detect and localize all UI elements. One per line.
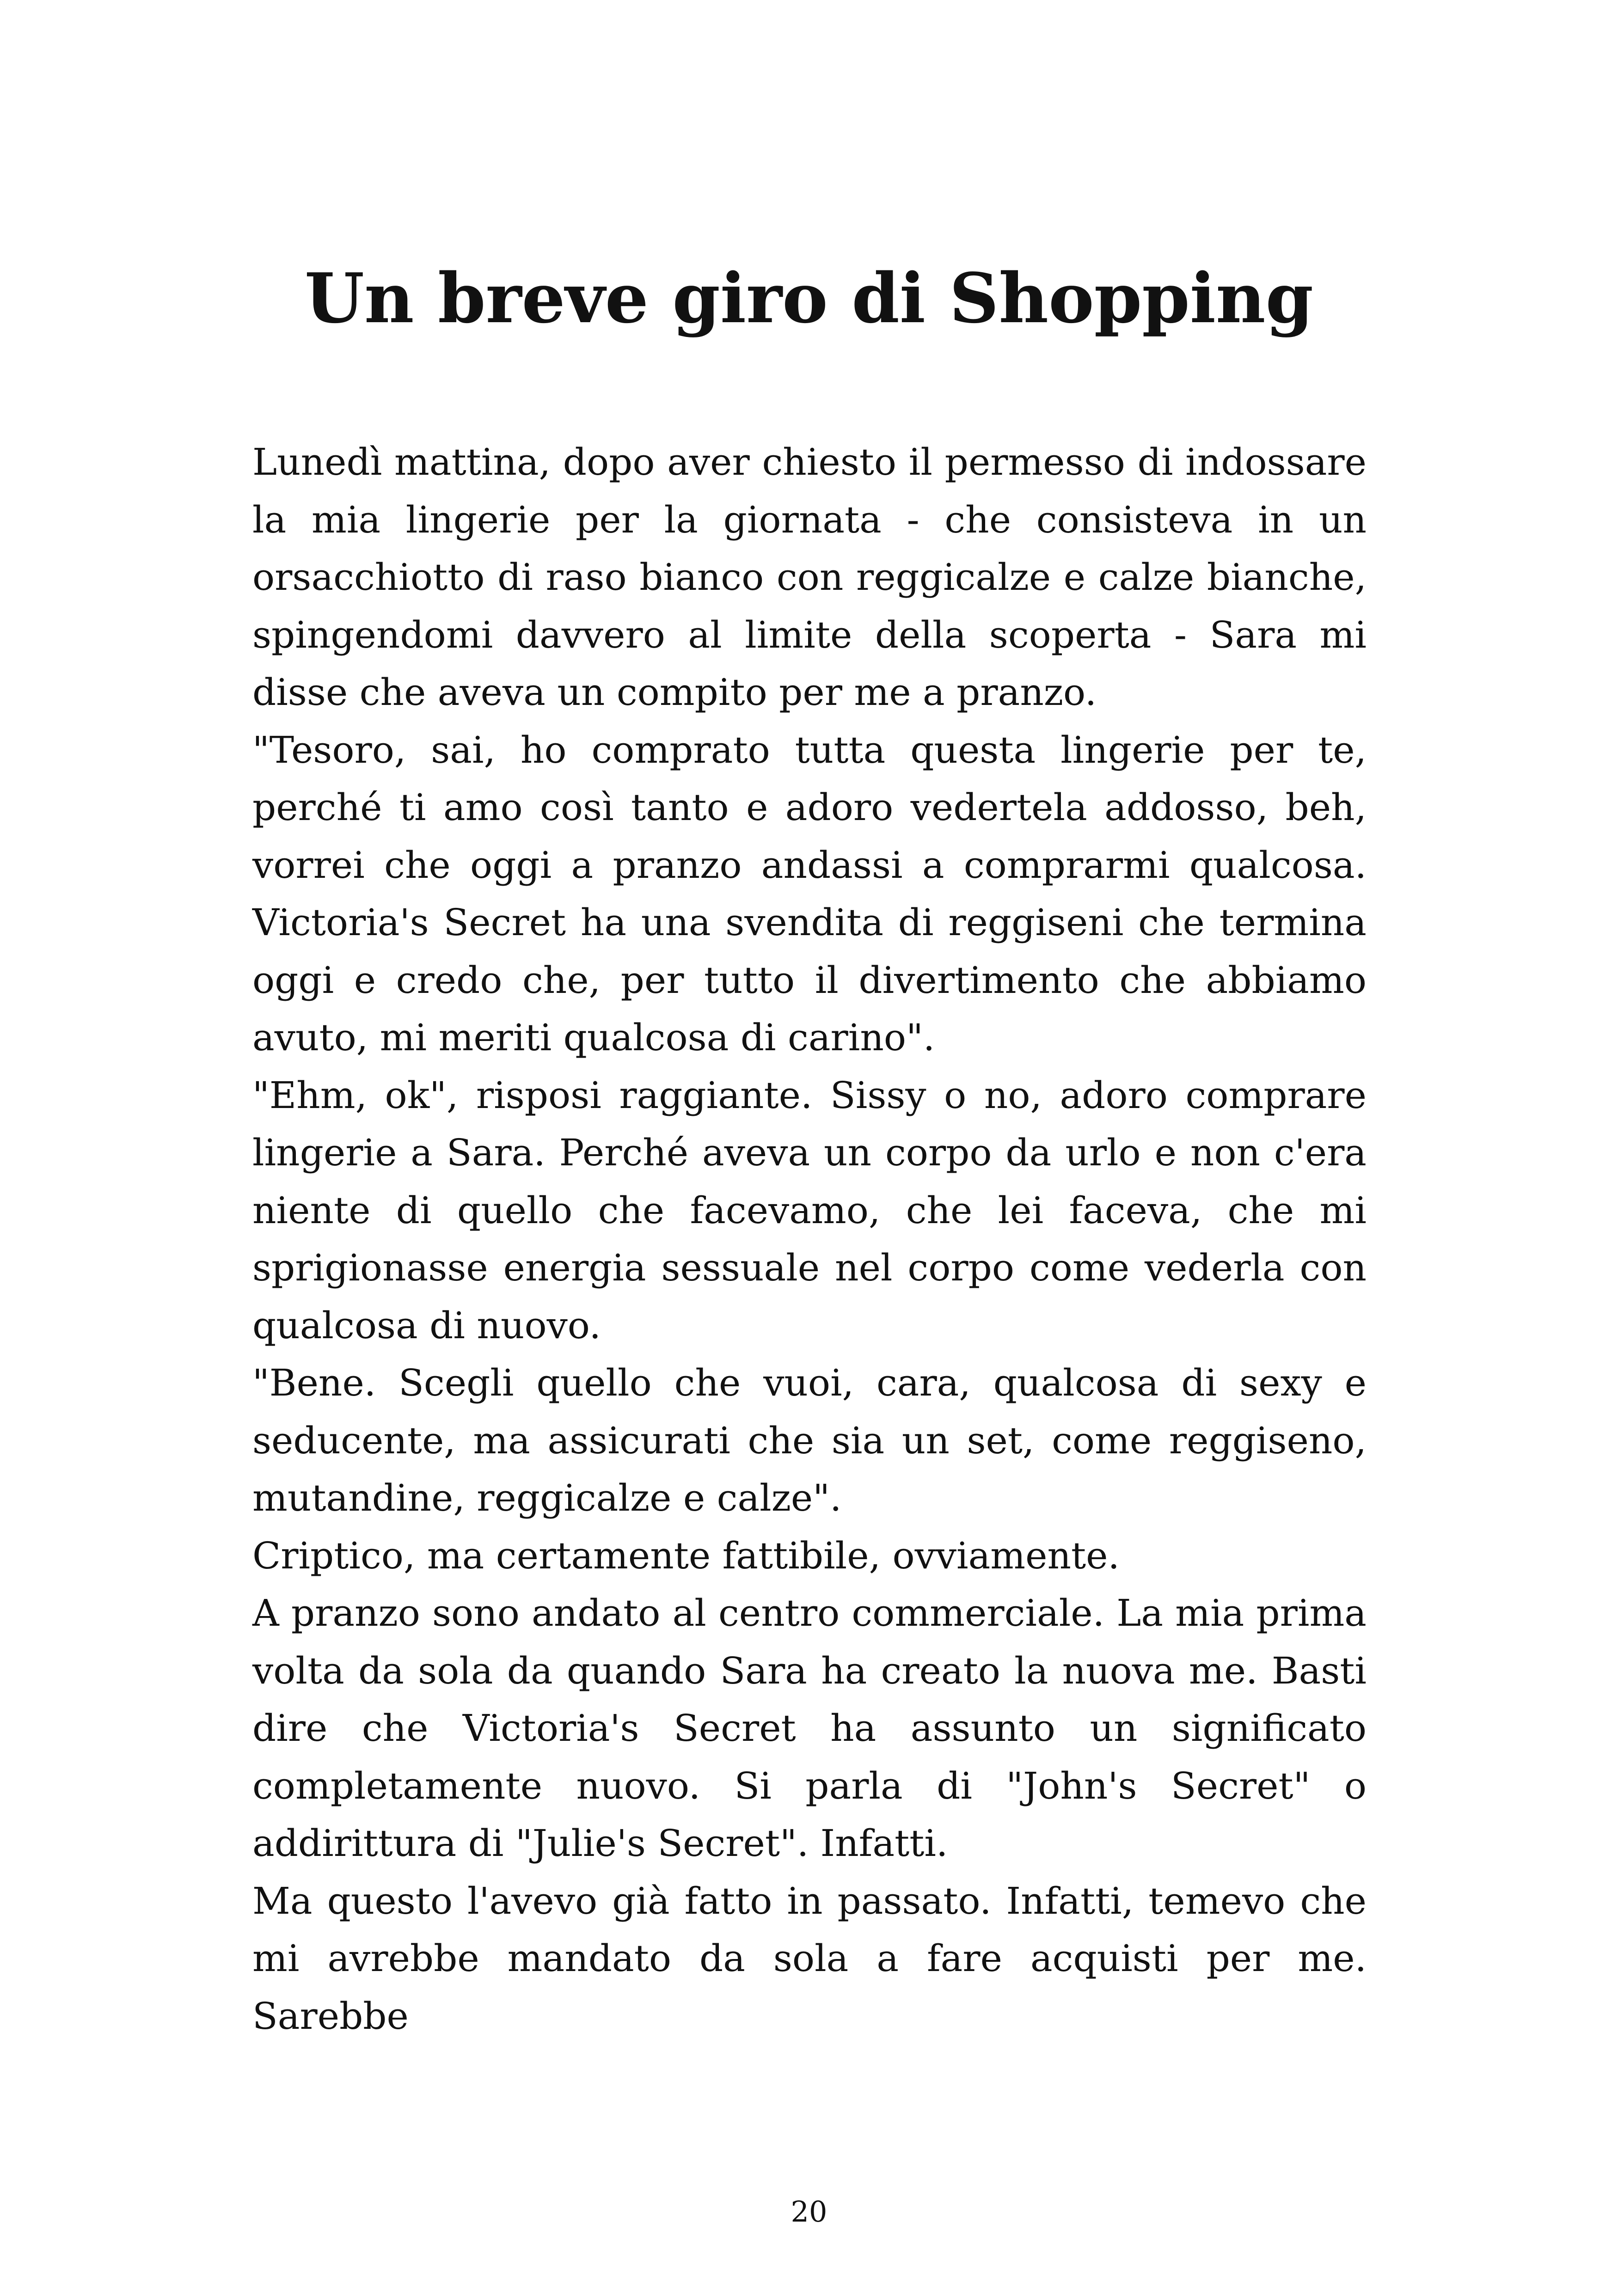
chapter-title: Un breve giro di Shopping [304,258,1314,338]
paragraph: Ma questo l'avevo già fatto in passato. Infatti, temevo che mi avrebbe mandato da sola a fare acquisti per me. Sarebbe [252,1879,1367,2038]
paragraph: Lunedì mattina, dopo aver chiesto il permesso di indossare la mia lingerie per la giornata - che consisteva in un orsacchiotto di raso bianco con reggicalze e calze bianche, spingendomi davvero al limite della scoperta - Sara mi disse che aveva un compito per me a pranzo. [252,441,1367,714]
paragraph: "Bene. Scegli quello che vuoi, cara, qualcosa di sexy e seducente, ma assicurati che sia un set, come reggiseno, mutandine, reggicalze e calze". [252,1361,1367,1519]
paragraph: "Tesoro, sai, ho comprato tutta questa lingerie per te, perché ti amo così tanto e adoro vedertela addosso, beh, vorrei che oggi a pranzo andassi a comprarmi qualcosa. Victoria's Secret ha una svendita di reggiseni che termina oggi e credo che, per tutto il divertimento che abbiamo avuto, mi meriti qualcosa di carino". [252,728,1367,1059]
paragraph: A pranzo sono andato al centro commerciale. La mia prima volta da sola da quando Sara ha creato la nuova me. Basti dire che Victoria's Secret ha assunto un significato completamente nuovo. Si parla di "John's Secret" o addirittura di "Julie's Secret". Infatti. [252,1592,1367,1865]
paragraph: Criptico, ma certamente fattibile, ovviamente. [252,1534,1120,1577]
chapter-body [252,434,1367,2045]
page-number: 20 [791,2195,827,2229]
paragraph: "Ehm, ok", risposi raggiante. Sissy o no, adoro comprare lingerie a Sara. Perché aveva un corpo da urlo e non c'era niente di quello che facevamo, che lei faceva, che mi sprigionasse energia sessuale nel corpo come vederla con qualcosa di nuovo. [252,1073,1367,1347]
